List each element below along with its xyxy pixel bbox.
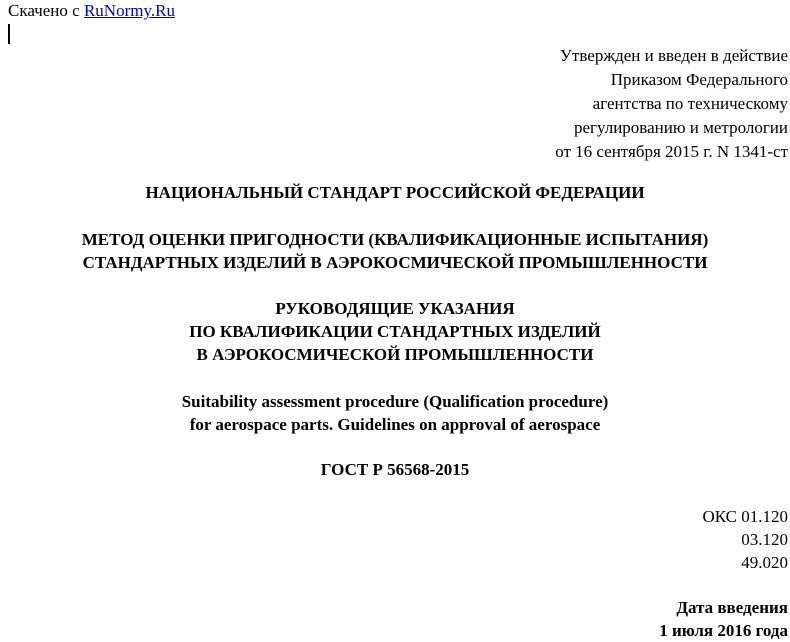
approval-line: от 16 сентября 2015 г. N 1341-ст xyxy=(555,142,788,161)
gost-number xyxy=(0,458,790,481)
oks-line: 49.020 xyxy=(741,553,788,572)
approval-line: агентства по техническому xyxy=(592,94,788,113)
approval-block xyxy=(555,44,788,164)
guidelines-title-line: РУКОВОДЯЩИЕ УКАЗАНИЯ xyxy=(275,299,515,318)
effective-date-block xyxy=(659,596,788,642)
approval-line: регулированию и метрологии xyxy=(573,118,788,137)
effective-date-label: Дата введения xyxy=(676,598,788,617)
oks-codes xyxy=(702,505,788,574)
guidelines-title-line: В АЭРОКОСМИЧЕСКОЙ ПРОМЫШЛЕННОСТИ xyxy=(196,345,594,364)
guidelines-title-line: ПО КВАЛИФИКАЦИИ СТАНДАРТНЫХ ИЗДЕЛИЙ xyxy=(189,322,601,341)
english-title-line: for aerospace parts. Guidelines on approval of aerospace xyxy=(189,415,601,434)
standard-type-heading xyxy=(0,181,790,204)
oks-line: 03.120 xyxy=(741,530,788,549)
oks-line: ОКС 01.120 xyxy=(702,507,788,526)
gost-number-text: ГОСТ Р 56568-2015 xyxy=(320,460,470,479)
approval-line: Утвержден и введен в действие xyxy=(559,46,788,65)
text-cursor xyxy=(8,24,10,44)
source-line xyxy=(8,1,175,21)
english-title xyxy=(0,390,790,436)
method-title-line: МЕТОД ОЦЕНКИ ПРИГОДНОСТИ (КВАЛИФИКАЦИОННЫЕ ИСПЫТАНИЯ) xyxy=(81,230,709,249)
effective-date-value: 1 июля 2016 года xyxy=(659,621,788,640)
approval-line: Приказом Федерального xyxy=(610,70,788,89)
standard-type-text: НАЦИОНАЛЬНЫЙ СТАНДАРТ РОССИЙСКОЙ ФЕДЕРАЦИИ xyxy=(145,183,645,202)
method-title-line: СТАНДАРТНЫХ ИЗДЕЛИЙ В АЭРОКОСМИЧЕСКОЙ ПРОМЫШЛЕННОСТИ xyxy=(82,253,708,272)
runormy-link[interactable]: RuNormy.Ru xyxy=(83,1,175,20)
guidelines-title xyxy=(0,297,790,366)
english-title-line: Suitability assessment procedure (Qualification procedure) xyxy=(181,392,609,411)
method-title xyxy=(0,228,790,274)
source-prefix: Скачено с xyxy=(8,1,84,20)
